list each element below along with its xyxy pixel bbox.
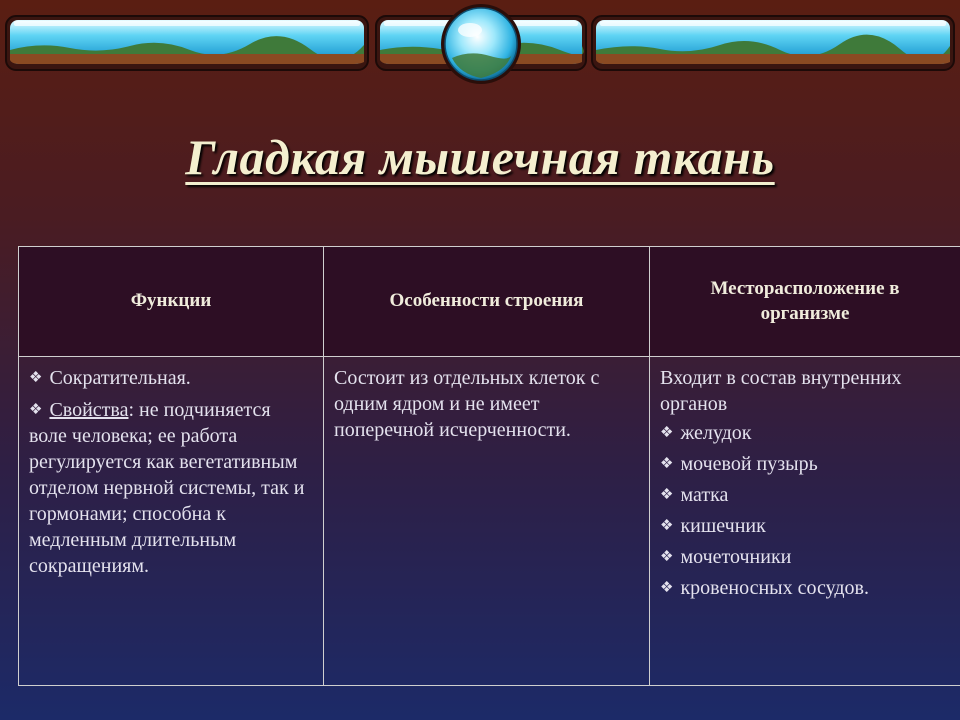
table-header-row [19, 247, 960, 357]
list-item [660, 514, 950, 538]
banner-panel-right [592, 16, 954, 70]
list-item [660, 452, 950, 476]
diamond-bullet-icon: ❖ [660, 549, 674, 565]
header-structure: Особенности строения [324, 247, 650, 357]
organ-list [660, 421, 950, 600]
properties-text: : не подчиняется воле человека; ее работа регулируется как вегетативным отделом нервной системы, так и гормонами; способна к медленным длительным сокращениям. [29, 399, 305, 577]
decorative-banner [0, 0, 960, 92]
diamond-bullet-icon: ❖ [660, 580, 674, 596]
list-item [660, 576, 950, 600]
organ-label: мочеточники [680, 546, 792, 568]
organ-label: кровеносных сосудов. [680, 577, 869, 599]
list-item [660, 545, 950, 569]
cell-structure [324, 357, 650, 686]
properties-term: Свойства [49, 399, 129, 421]
function-contractile: Сократительная. [49, 367, 191, 389]
globe-icon [441, 4, 521, 84]
structure-text: Состоит из отдельных клеток с одним ядром и не имеет поперечной исчерченности. [334, 367, 600, 441]
diamond-bullet-icon: ❖ [660, 518, 674, 534]
function-item [29, 365, 313, 391]
diamond-bullet-icon: ❖ [660, 425, 674, 441]
diamond-bullet-icon: ❖ [29, 402, 43, 418]
location-intro: Входит в состав внутренних органов [660, 367, 902, 415]
header-functions: Функции [19, 247, 324, 357]
organ-label: матка [680, 484, 729, 506]
cell-functions [19, 357, 324, 686]
diamond-bullet-icon: ❖ [29, 370, 43, 386]
list-item [660, 421, 950, 445]
organ-label: желудок [680, 422, 752, 444]
info-table [18, 246, 960, 686]
cell-location [650, 357, 960, 686]
diamond-bullet-icon: ❖ [660, 456, 674, 472]
banner-panel-left [6, 16, 368, 70]
diamond-bullet-icon: ❖ [660, 487, 674, 503]
function-item [29, 397, 313, 579]
header-location: Месторасположение в организме [650, 247, 960, 357]
page-title: Гладкая мышечная ткань [185, 129, 775, 185]
list-item [660, 483, 950, 507]
organ-label: кишечник [680, 515, 766, 537]
organ-label: мочевой пузырь [680, 453, 818, 475]
table-row [19, 357, 960, 686]
